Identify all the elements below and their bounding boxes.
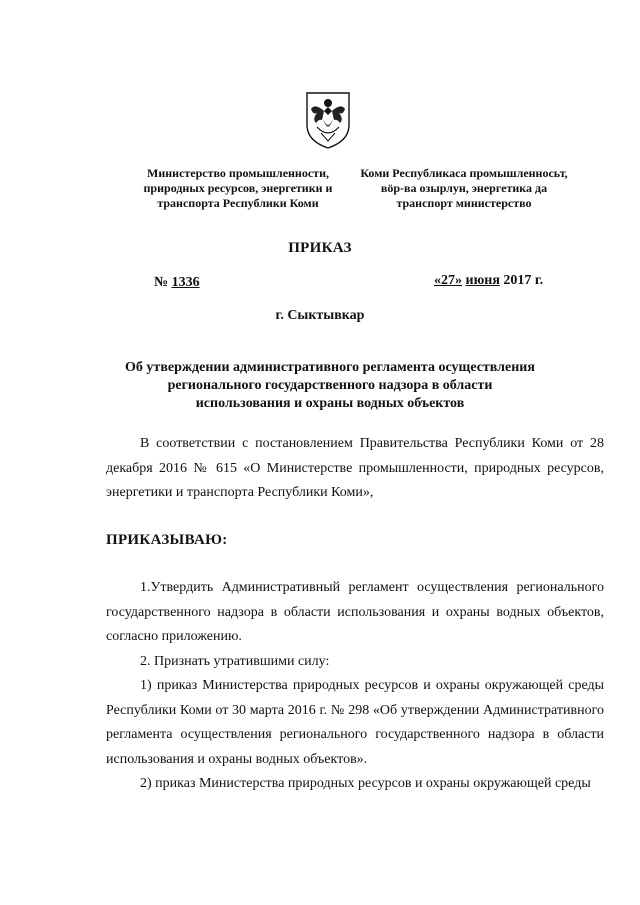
document-title: Об утверждении административного регламента осуществления регионального государственного надзора в области использования и охраны водных объектов [125, 360, 535, 411]
order-date [434, 273, 543, 289]
ministry-name-line: природных ресурсов, энергетики и [143, 181, 333, 195]
order-number-value: 1336 [171, 275, 200, 290]
ministry-name-line: вӧр-ва озырлун, энергетика да [380, 181, 548, 195]
order-item: 1.Утвердить Административный регламент осуществления регионального государственного надзора в области использования и охраны водных объектов, согласно приложению. [106, 580, 604, 644]
order-item: 1) приказ Министерства природных ресурсов и охраны окружающей среды Республики Коми от 30 марта 2016 г. № 298 «Об утверждении Административного регламента осуществления регионального государственного надзора в области использования и охраны водных объектов». [106, 678, 604, 767]
order-number-prefix: № [154, 275, 172, 290]
coat-of-arms-emblem [303, 89, 353, 151]
order-date-year: 2017 г. [499, 273, 544, 288]
ministry-name-line: Коми Республикаса промышленносьт, [360, 166, 568, 180]
ministry-name-line: Министерство промышленности, [147, 166, 329, 180]
order-item: 2) приказ Министерства природных ресурсов и охраны окружающей среды [140, 776, 591, 791]
order-date-month: июня [465, 273, 500, 288]
ministry-name-line: транспорт министерство [396, 196, 532, 210]
order-item: 2. Признать утратившими силу: [140, 653, 330, 669]
ministry-name-komi [342, 166, 586, 211]
order-date-day: «27» [434, 273, 462, 288]
order-number [154, 275, 200, 291]
city: г. Сыктывкар [275, 308, 365, 323]
ministry-name-line: транспорта Республики Коми [157, 196, 319, 210]
document-type-heading: ПРИКАЗ [288, 240, 352, 256]
preamble-paragraph: В соответствии с постановлением Правительства Республики Коми от 28 декабря 2016 № 615 «О Министерстве промышленности, природных ресурсов, энергетики и транспорта Республики Коми», [106, 436, 604, 500]
ministry-name-russian [128, 166, 348, 211]
order-word: ПРИКАЗЫВАЮ: [106, 532, 228, 548]
order-items [106, 576, 604, 797]
